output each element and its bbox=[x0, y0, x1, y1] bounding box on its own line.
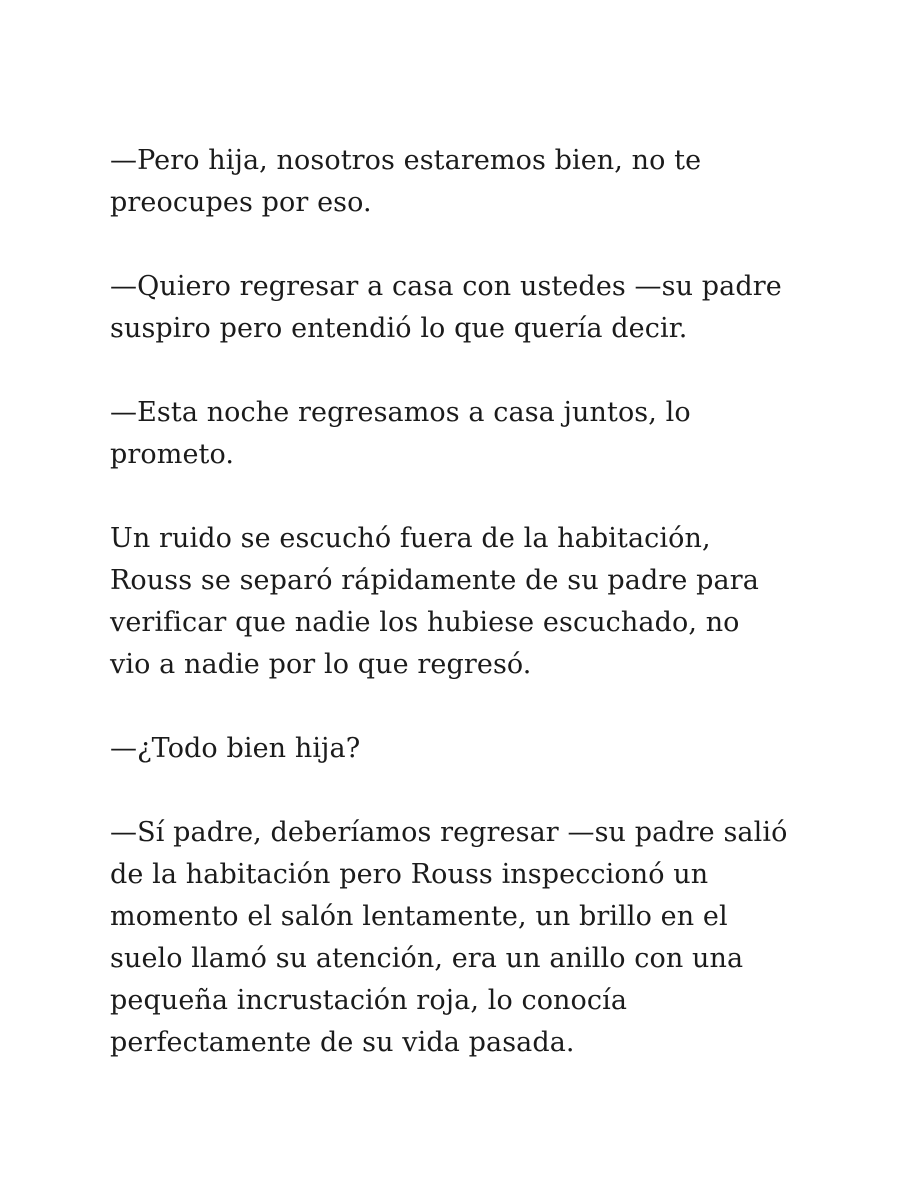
paragraph-4: Un ruido se escuchó fuera de la habitación, Rouss se separó rápidamente de su padre para verificar que nadie los hubiese escuchado, no vio a nadie por lo que regresó. bbox=[110, 523, 759, 680]
paragraph-6: —Sí padre, deberíamos regresar —su padre salió de la habitación pero Rouss inspeccionó un momento el salón lentamente, un brillo en el suelo llamó su atención, era un anillo con una pequeña incrustación roja, lo conocía perfectamente de su vida pasada. bbox=[110, 817, 788, 1058]
body-text bbox=[110, 140, 800, 1106]
paragraph-1: —Pero hija, nosotros estaremos bien, no te preocupes por eso. bbox=[110, 145, 702, 218]
paragraph-5: —¿Todo bien hija? bbox=[110, 733, 361, 764]
paragraph-2: —Quiero regresar a casa con ustedes —su padre suspiro pero entendió lo que quería decir. bbox=[110, 271, 782, 344]
paragraph-3: —Esta noche regresamos a casa juntos, lo prometo. bbox=[110, 397, 691, 470]
